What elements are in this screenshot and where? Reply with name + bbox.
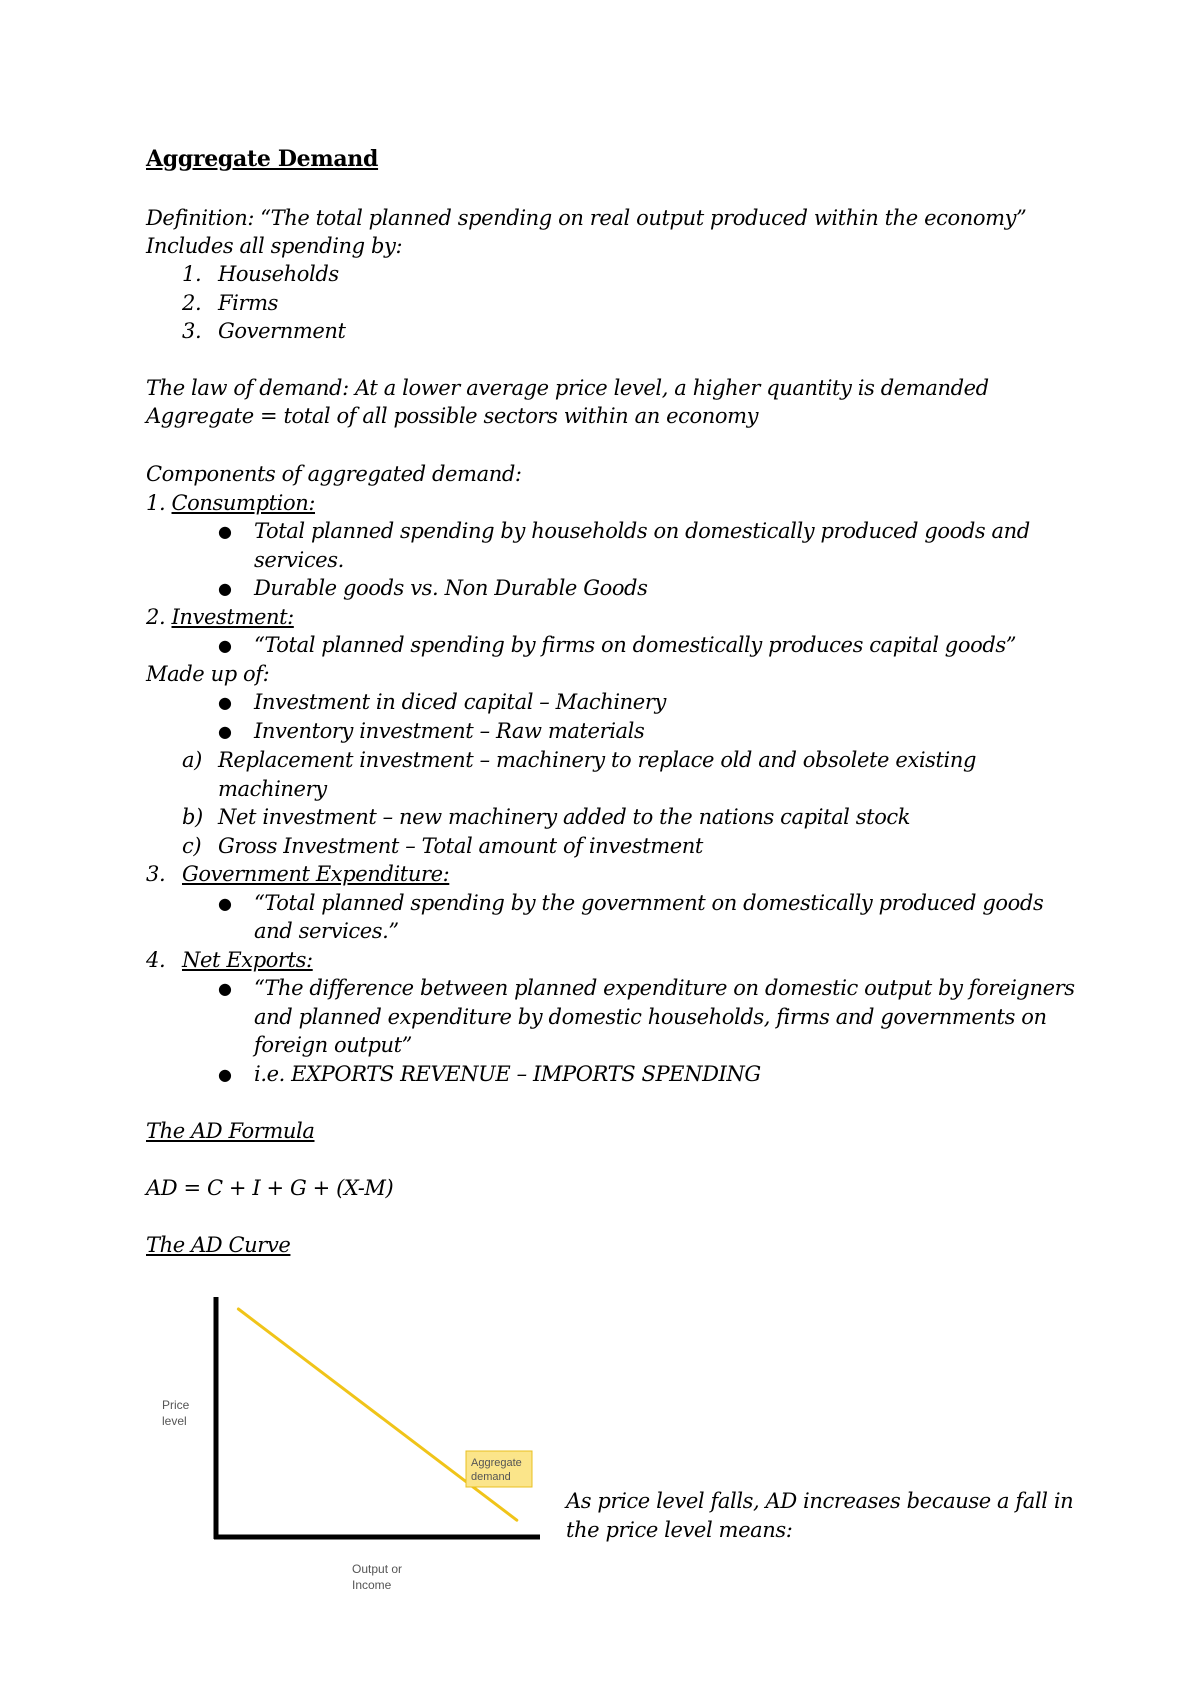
sub-item-letter: a) [182,748,202,772]
investment-bullet-line: “Total planned spending by firms on domestically produces capital goods” [254,633,1017,657]
y-axis-label: level [162,1414,187,1428]
bullet-icon: ● [218,522,232,541]
x-axis-label: Output or [352,1562,403,1576]
definition-line: Definition: “The total planned spending on real output produced within the economy” [146,206,1027,230]
bullet-icon: ● [218,693,232,712]
net-exports-bullet-line: “The difference between planned expenditure on domestic output by foreigners [254,976,1075,1000]
bullet-icon: ● [218,722,232,741]
government-bullet-line: “Total planned spending by the government on domestically produced goods [254,891,1044,915]
investment-type-line: Investment in diced capital – Machinery [254,690,666,714]
net-exports-bullet-line: and planned expenditure by domestic households, firms and governments on [254,1005,1047,1029]
x-axis-label: Income [352,1578,392,1592]
net-exports-second-bullet: i.e. EXPORTS REVENUE – IMPORTS SPENDING [254,1062,761,1086]
spender-number: 1. [182,262,202,286]
caption-line: the price level means: [566,1518,793,1542]
sub-item-line: machinery [218,777,327,801]
ad-curve-chart [160,1285,560,1605]
consumption-bullet-line: services. [254,548,344,572]
law-of-demand-line: The law of demand: At a lower average price level, a higher quantity is demanded [146,376,989,400]
spender-item: Households [218,262,339,286]
bullet-icon: ● [218,894,232,913]
net-exports-number: 4. [146,948,166,972]
investment-heading [146,603,294,631]
investment-label: Investment: [171,605,294,629]
consumption-number: 1. [146,491,172,515]
sub-item-line: Replacement investment – machinery to replace old and obsolete existing [218,748,977,772]
formula-heading: The AD Formula [146,1119,315,1143]
bullet-icon: ● [218,1065,232,1084]
curve-heading: The AD Curve [146,1233,291,1257]
y-axis-label: Price [162,1398,190,1412]
includes-line: Includes all spending by: [146,234,403,258]
bullet-icon: ● [218,579,232,598]
consumption-label: Consumption: [171,491,316,515]
aggregate-definition-line: Aggregate = total of all possible sectors within an economy [146,404,759,428]
ad-curve-svg [160,1285,560,1605]
ad-curve-line [238,1309,516,1520]
components-heading: Components of aggregated demand: [146,462,522,486]
sub-item-letter: b) [182,805,203,829]
caption-line: As price level falls, AD increases because a fall in [566,1489,1074,1513]
ad-curve-label: Aggregate [471,1457,522,1469]
sub-item-line: Gross Investment – Total amount of investment [218,834,703,858]
spender-item: Firms [218,291,279,315]
consumption-bullet-line: Durable goods vs. Non Durable Goods [254,576,648,600]
government-bullet-line: and services.” [254,919,399,943]
government-number: 3. [146,862,166,886]
net-exports-bullet-line: foreign output” [254,1033,412,1057]
investment-number: 2. [146,605,172,629]
spender-number: 2. [182,291,202,315]
net-exports-label: Net Exports: [182,948,313,972]
ad-formula: AD = C + I + G + (X-M) [146,1176,394,1200]
page-title: Aggregate Demand [146,146,379,172]
sub-item-letter: c) [182,834,202,858]
consumption-bullet-line: Total planned spending by households on domestically produced goods and [254,519,1030,543]
sub-item-line: Net investment – new machinery added to the nations capital stock [218,805,911,829]
ad-curve-label: demand [471,1471,511,1483]
consumption-heading [146,489,315,517]
bullet-icon: ● [218,979,232,998]
spender-number: 3. [182,319,202,343]
made-up-of-line: Made up of: [146,662,270,686]
spender-item: Government [218,319,346,343]
investment-type-line: Inventory investment – Raw materials [254,719,645,743]
bullet-icon: ● [218,636,232,655]
government-label: Government Expenditure: [182,862,450,886]
